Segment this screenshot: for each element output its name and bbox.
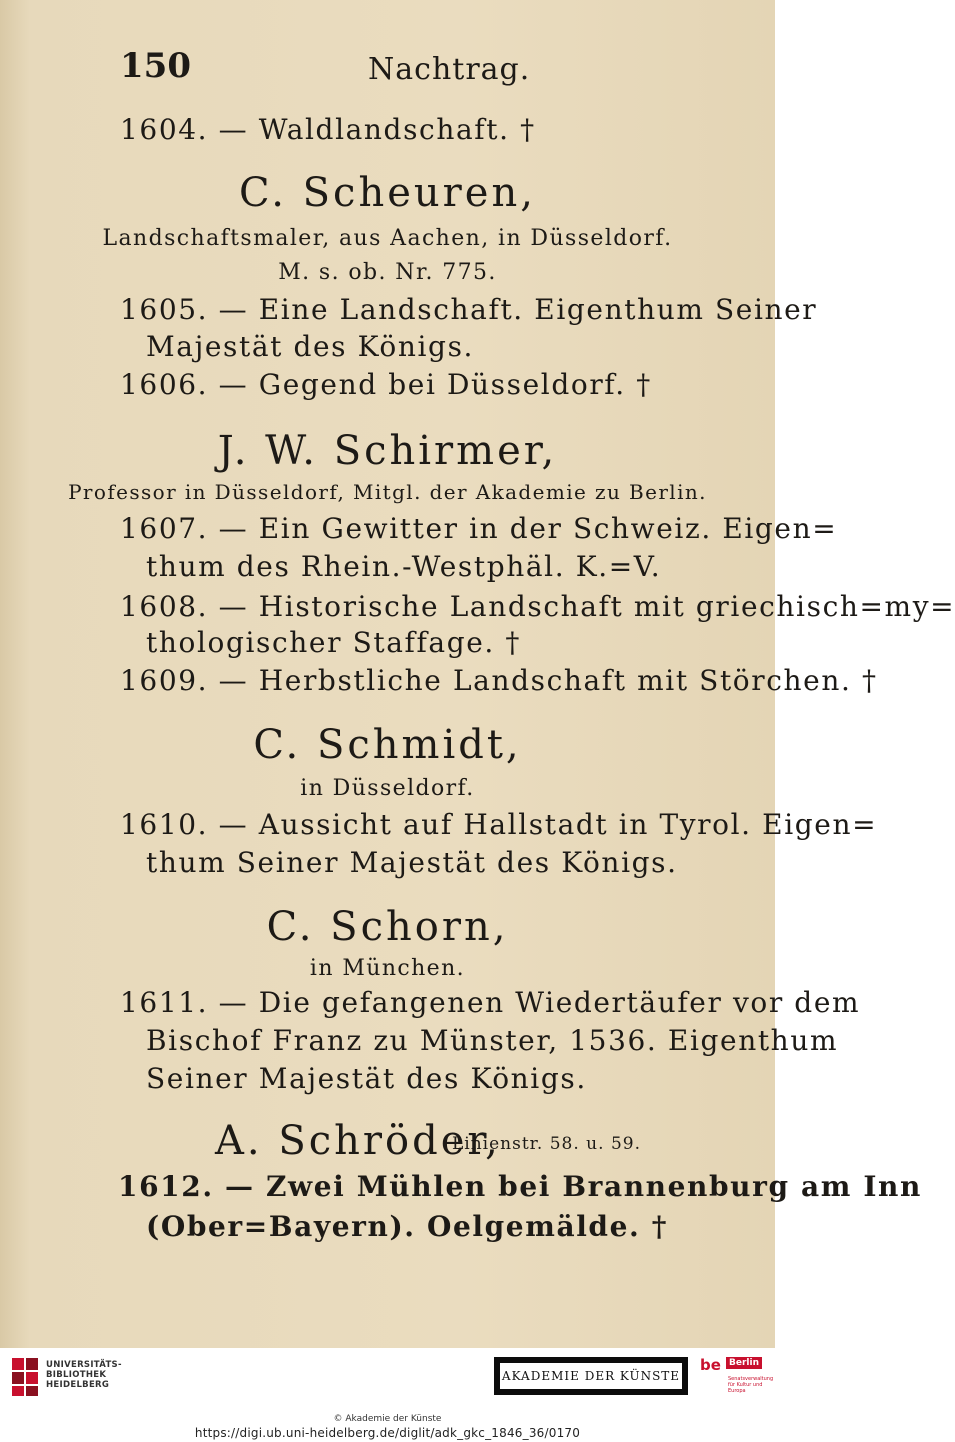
catalog-entry-1607-cont: thum des Rhein.-Westphäl. K.=V. (146, 550, 662, 583)
university-library-logo-icon (10, 1356, 40, 1398)
berlin-badge: Berlin (726, 1357, 762, 1369)
artist-info-schorn: in München. (309, 956, 466, 981)
catalog-entry-1606: 1606. — Gegend bei Düsseldorf. † (120, 368, 652, 401)
catalog-entry-1611: 1611. — Die gefangenen Wiedertäufer vor dem (120, 986, 861, 1019)
akademie-label: AKADEMIE DER KÜNSTE (500, 1363, 682, 1389)
artist-heading-scheuren: C. Scheuren, (239, 170, 536, 216)
senate-subtitle: Senatsverwaltung für Kultur und Europa (728, 1376, 774, 1394)
university-library-name[interactable]: UNIVERSITÄTS- BIBLIOTHEK HEIDELBERG (46, 1360, 122, 1390)
catalog-entry-1610: 1610. — Aussicht auf Hallstadt in Tyrol. Eigen= (120, 808, 878, 841)
catalog-entry-1610-cont: thum Seiner Majestät des Königs. (146, 846, 678, 879)
artist-info-schirmer: Professor in Düsseldorf, Mitgl. der Akademie zu Berlin. (68, 480, 707, 504)
catalog-entry-1605: 1605. — Eine Landschaft. Eigenthum Seiner (120, 293, 818, 326)
catalog-entry-1612: 1612. — Zwei Mühlen bei Brannenburg am Inn (118, 1170, 922, 1203)
catalog-entry-1611-cont2: Seiner Majestät des Königs. (146, 1062, 587, 1095)
footer-bar (0, 1348, 775, 1442)
berlin-senate-logo[interactable] (700, 1356, 774, 1396)
artist-reference-scheuren: M. s. ob. Nr. 775. (278, 260, 497, 285)
permalink-url[interactable]: https://digi.ub.uni-heidelberg.de/diglit/adk_gkc_1846_36/0170 (194, 1426, 581, 1440)
page-number: 150 (120, 46, 191, 86)
be-berlin-mark: be (700, 1356, 721, 1374)
artist-info-schmidt: in Düsseldorf. (300, 776, 475, 801)
catalog-entry-1609: 1609. — Herbstliche Landschaft mit Störchen. † (120, 664, 878, 697)
akademie-der-kuenste-logo[interactable] (494, 1357, 688, 1395)
artist-heading-schirmer: J. W. Schirmer, (217, 428, 558, 474)
catalog-entry-1608: 1608. — Historische Landschaft mit griechisch=my= (120, 590, 955, 623)
artist-heading-schorn: C. Schorn, (266, 904, 509, 950)
artist-info-scheuren: Landschaftsmaler, aus Aachen, in Düsseldorf. (102, 226, 673, 251)
catalog-entry-1611-cont: Bischof Franz zu Münster, 1536. Eigenthum (146, 1024, 839, 1057)
artist-heading-schmidt: C. Schmidt, (253, 722, 522, 768)
catalog-entry-1608-cont: thologischer Staffage. † (146, 626, 522, 659)
copyright-notice: © Akademie der Künste (333, 1414, 442, 1424)
running-title: Nachtrag. (368, 52, 531, 87)
artist-heading-schroeder: A. Schröder, (215, 1118, 501, 1164)
catalog-entry-1604: 1604. — Waldlandschaft. † (120, 113, 536, 146)
catalog-entry-1605-cont: Majestät des Königs. (146, 330, 475, 363)
artist-address-schroeder: Linienstr. 58. u. 59. (452, 1134, 641, 1154)
catalog-entry-1607: 1607. — Ein Gewitter in der Schweiz. Eigen= (120, 512, 838, 545)
catalog-entry-1612-cont: (Ober=Bayern). Oelgemälde. † (146, 1210, 668, 1243)
